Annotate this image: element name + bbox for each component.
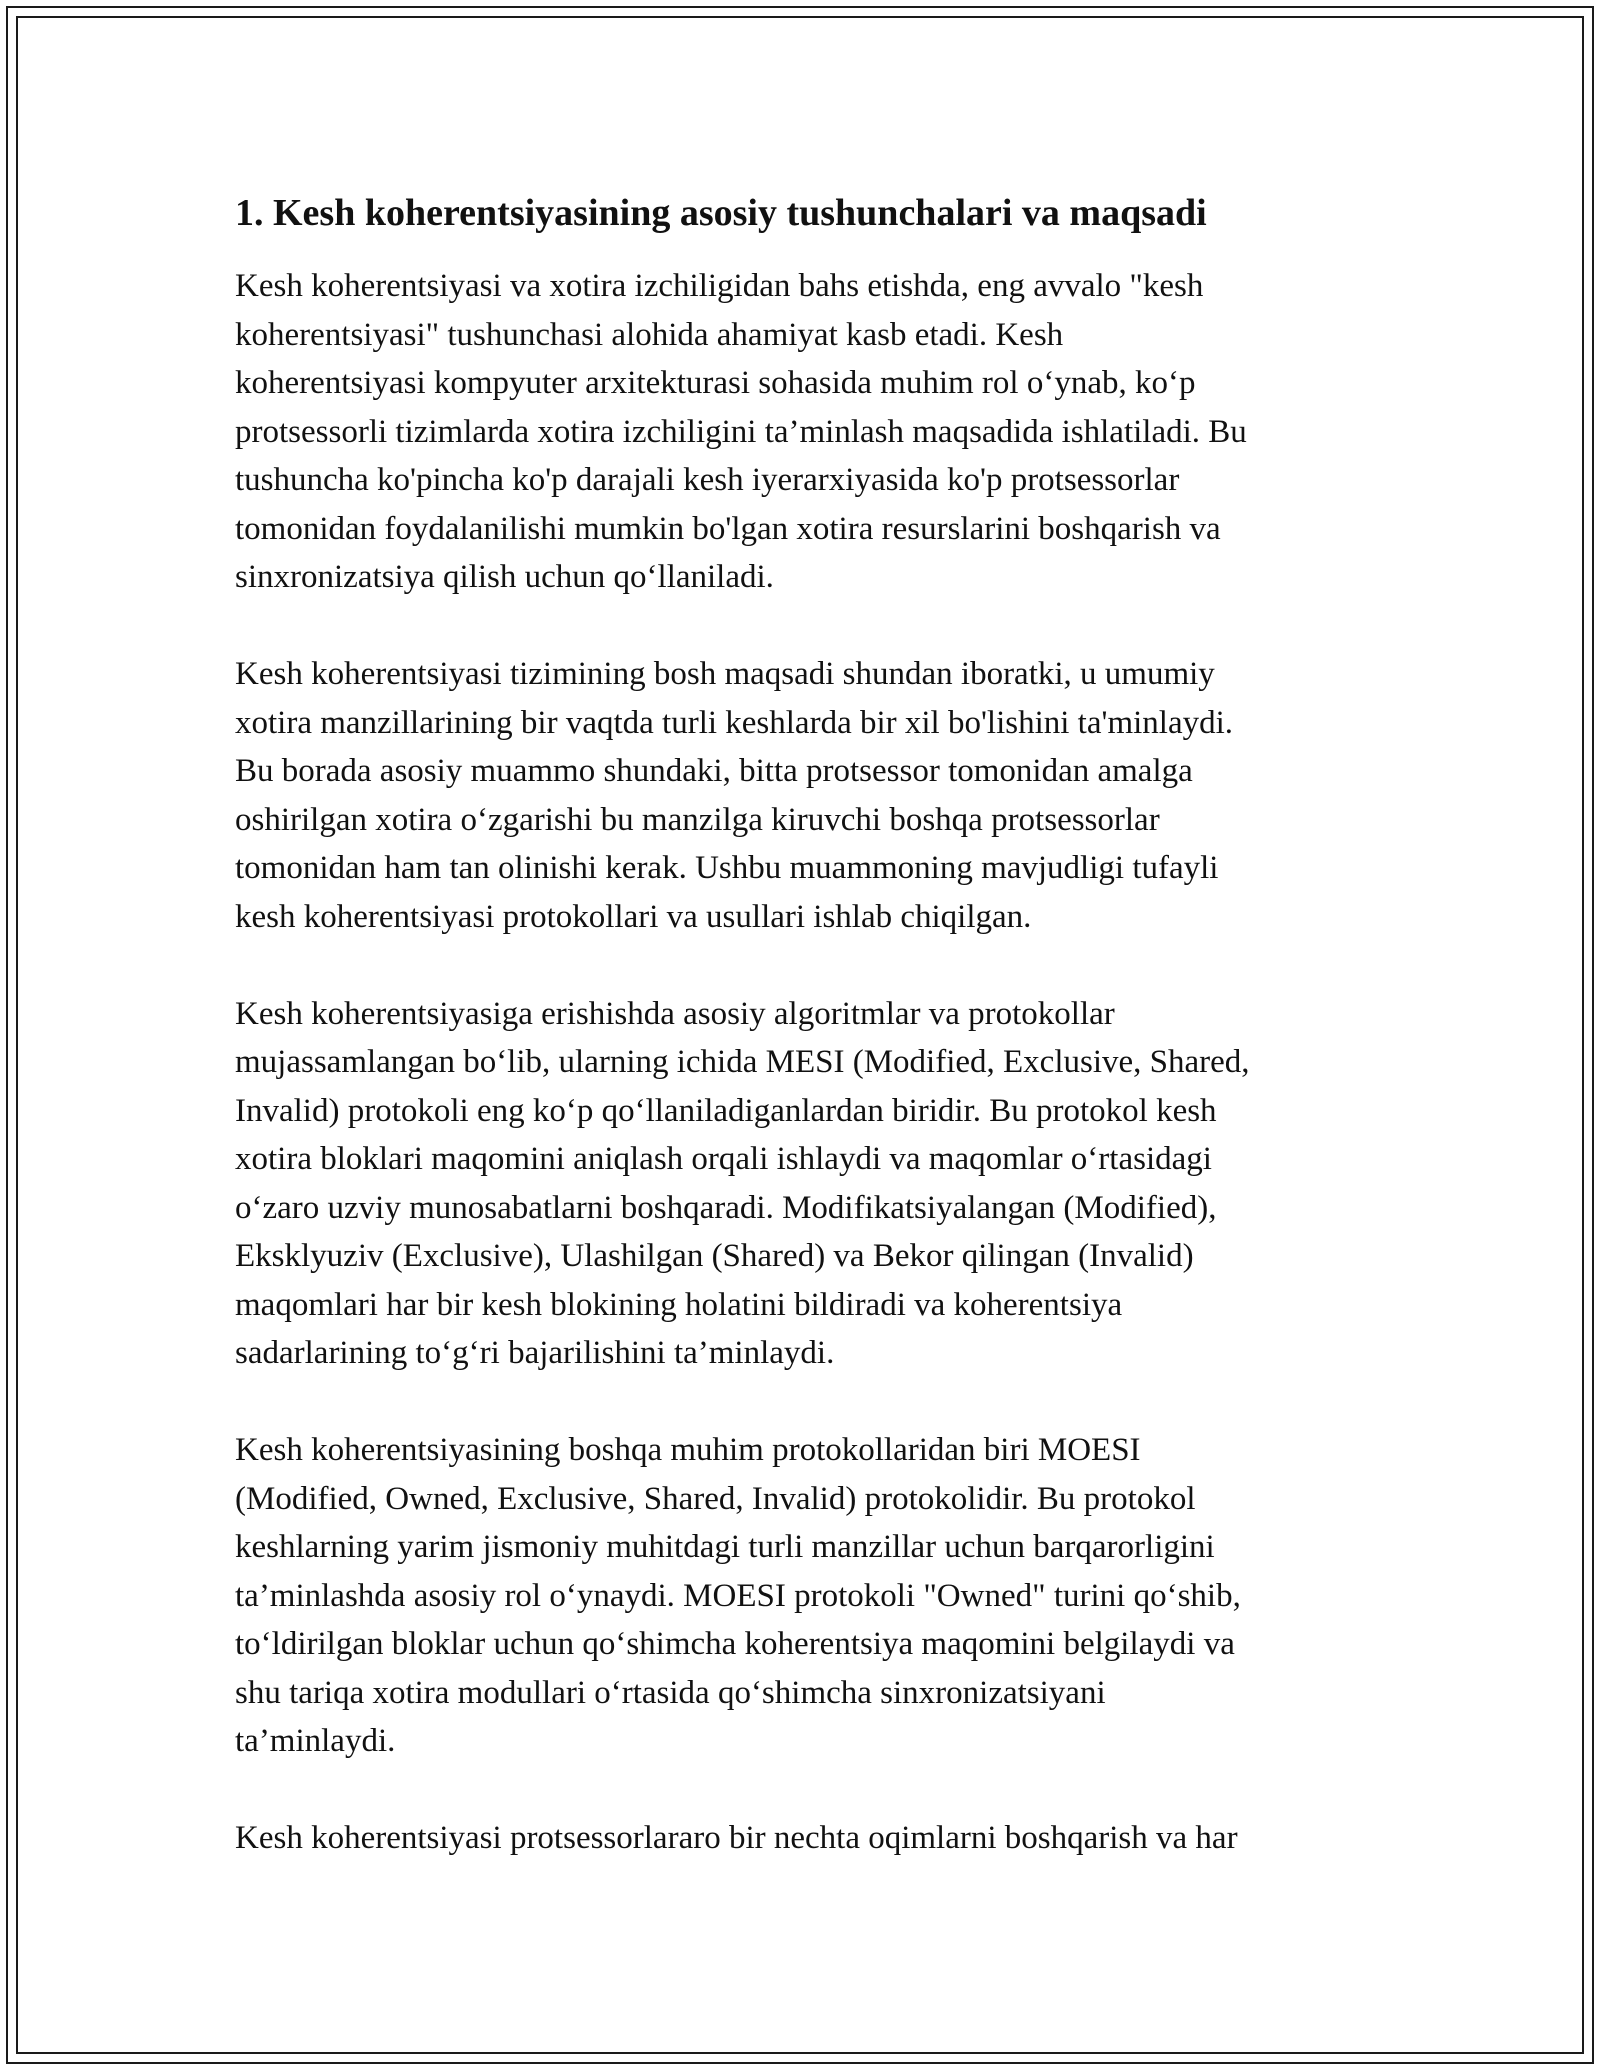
text-line: Eksklyuziv (Exclusive), Ulashilgan (Shared) va Bekor qilingan (Invalid) xyxy=(235,1238,1194,1274)
section-title: 1. Kesh koherentsiyasining asosiy tushunchalari va maqsadi xyxy=(235,192,1207,234)
text-line: oshirilgan xotira o‘zgarishi bu manzilga kiruvchi boshqa protsessorlar xyxy=(235,801,1160,838)
text-line: mujassamlangan bo‘lib, ularning ichida MESI (Modified, Exclusive, Shared, xyxy=(235,1044,1250,1080)
text-line: keshlarning yarim jismoniy muhitdagi turli manzillar uchun barqarorligini xyxy=(235,1529,1215,1565)
text-line: Kesh koherentsiyasi protsessorlararo bir nechta oqimlarni boshqarish va har xyxy=(235,1820,1238,1856)
text-line: koherentsiyasi kompyuter arxitekturasi sohasida muhim rol o‘ynab, ko‘p xyxy=(235,365,1196,401)
paragraph-main-goal xyxy=(235,650,1370,941)
text-line: koherentsiyasi" tushunchasi alohida ahamiyat kasb etadi. Kesh xyxy=(235,316,1064,353)
text-line: tomonidan foydalanilishi mumkin bo'lgan xotira resurslarini boshqarish va xyxy=(235,510,1221,547)
document-body xyxy=(235,188,1370,1911)
text-line: protsessorli tizimlarda xotira izchiligini ta’minlash maqsadida ishlatiladi. Bu xyxy=(235,413,1247,450)
paragraph-intro xyxy=(235,262,1370,602)
text-line: ta’minlaydi. xyxy=(235,1723,396,1759)
text-line: maqomlari har bir kesh blokining holatini bildiradi va koherentsiya xyxy=(235,1286,1123,1323)
paragraph-mesi xyxy=(235,990,1370,1378)
text-line: shu tariqa xotira modullari o‘rtasida qo‘shimcha sinxronizatsiyani xyxy=(235,1674,1106,1711)
text-line: Bu borada asosiy muammo shundaki, bitta protsessor tomonidan amalga xyxy=(235,753,1193,789)
text-line: tomonidan ham tan olinishi kerak. Ushbu muammoning mavjudligi tufayli xyxy=(235,850,1219,886)
text-line: xotira manzillarining bir vaqtda turli keshlarda bir xil bo'lishini ta'minlaydi. xyxy=(235,704,1234,741)
text-line: Kesh koherentsiyasi tizimining bosh maqsadi shundan iboratki, u umumiy xyxy=(235,656,1215,692)
text-line: to‘ldirilgan bloklar uchun qo‘shimcha koherentsiya maqomini belgilaydi va xyxy=(235,1626,1235,1662)
text-line: ta’minlashda asosiy rol o‘ynaydi. MOESI protokoli "Owned" turini qo‘shib, xyxy=(235,1577,1241,1614)
text-line: sadarlarining to‘g‘ri bajarilishini ta’minlaydi. xyxy=(235,1335,835,1371)
paragraph-moesi xyxy=(235,1426,1370,1766)
text-line: Kesh koherentsiyasiga erishishda asosiy algoritmlar va protokollar xyxy=(235,995,1115,1032)
text-line: Kesh koherentsiyasi va xotira izchiligidan bahs etishda, eng avvalo "kesh xyxy=(235,268,1204,304)
text-line: Kesh koherentsiyasining boshqa muhim protokollaridan biri MOESI xyxy=(235,1432,1141,1468)
text-line: kesh koherentsiyasi protokollari va usullari ishlab chiqilgan. xyxy=(235,898,1032,935)
text-line: sinxronizatsiya qilish uchun qo‘llaniladi. xyxy=(235,559,774,595)
text-line: o‘zaro uzviy munosabatlarni boshqaradi. Modifikatsiyalangan (Modified), xyxy=(235,1189,1217,1226)
text-line: Invalid) protokoli eng ko‘p qo‘llaniladiganlardan biridir. Bu protokol kesh xyxy=(235,1092,1217,1129)
text-line: xotira bloklari maqomini aniqlash orqali ishlaydi va maqomlar o‘rtasidagi xyxy=(235,1141,1212,1177)
text-line: (Modified, Owned, Exclusive, Shared, Invalid) protokolidir. Bu protokol xyxy=(235,1480,1196,1517)
paragraph-continuation xyxy=(235,1814,1370,1863)
text-line: tushuncha ko'pincha ko'p darajali kesh iyerarxiyasida ko'p protsessorlar xyxy=(235,462,1180,498)
